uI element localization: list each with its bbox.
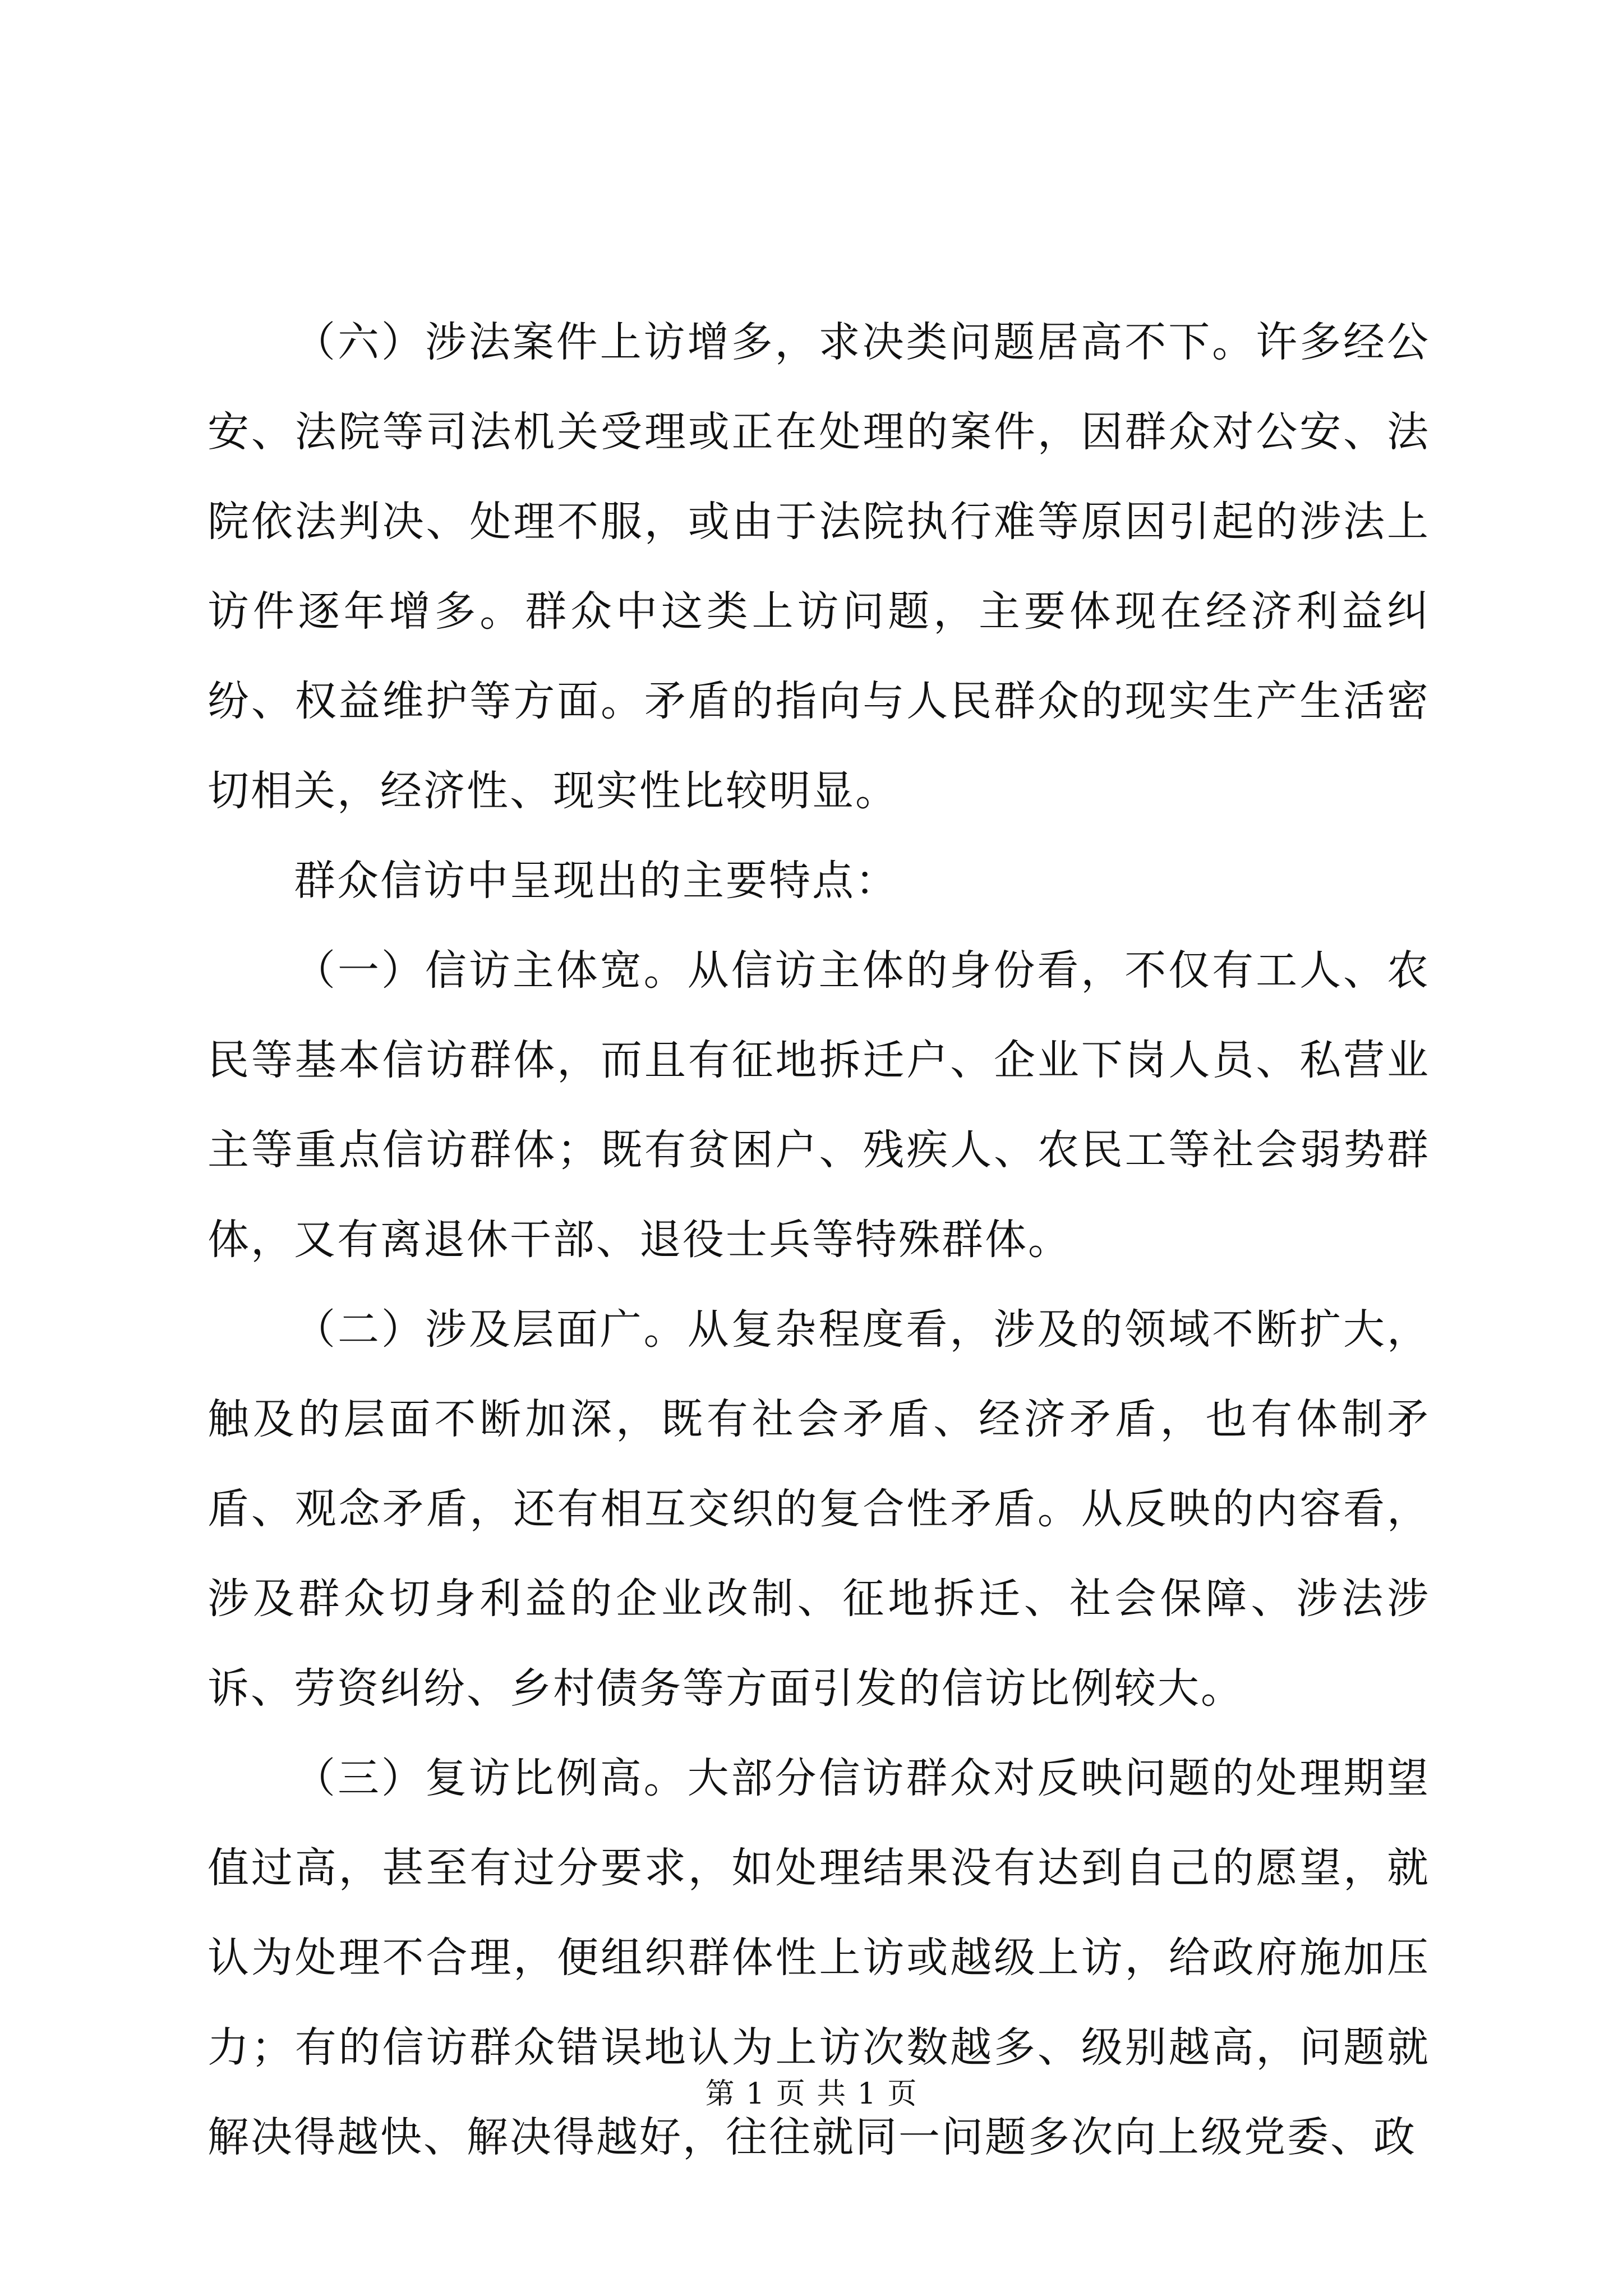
paragraph-two-wide-scope: （二）涉及层面广。从复杂程度看，涉及的领域不断扩大，触及的层面不断加深，既有社会矛盾、经济矛盾，也有体制矛盾、观念矛盾，还有相互交织的复合性矛盾。从反映的内容看，涉及群众切身利益的企业改制、征地拆迁、社会保障、涉法涉诉、劳资纠纷、乡村债务等方面引发的信访比例较大。 <box>208 1305 1430 1713</box>
paragraph-main-features-heading: 群众信访中呈现出的主要特点： <box>294 857 898 905</box>
paragraph-one-broad-subjects: （一）信访主体宽。从信访主体的身份看，不仅有工人、农民等基本信访群体，而且有征地拆迁户、企业下岗人员、私营业主等重点信访群体；既有贫困户、残疾人、农民工等社会弱势群体，又有离退休干部、退役士兵等特殊群体。 <box>208 946 1430 1264</box>
document-body <box>208 297 1430 2182</box>
paragraph-six-legal-petitions: （六）涉法案件上访增多，求决类问题居高不下。许多经公安、法院等司法机关受理或正在处理的案件，因群众对公安、法院依法判决、处理不服，或由于法院执行难等原因引起的涉法上访件逐年增多。群众中这类上访问题，主要体现在经济利益纠纷、权益维护等方面。矛盾的指向与人民群众的现实生产生活密切相关，经济性、现实性比较明显。 <box>208 318 1430 815</box>
paragraph-three-repeat-petitions: （三）复访比例高。大部分信访群众对反映问题的处理期望值过高，甚至有过分要求，如处理结果没有达到自己的愿望，就认为处理不合理，便组织群体性上访或越级上访，给政府施加压力；有的信访群众错误地认为上访次数越多、级别越高，问题就解决得越快、解决得越好，往往就同一问题多次向上级党委、政 <box>208 1754 1430 2161</box>
page-footer: 第 1 页 共 1 页 <box>705 2077 918 2111</box>
